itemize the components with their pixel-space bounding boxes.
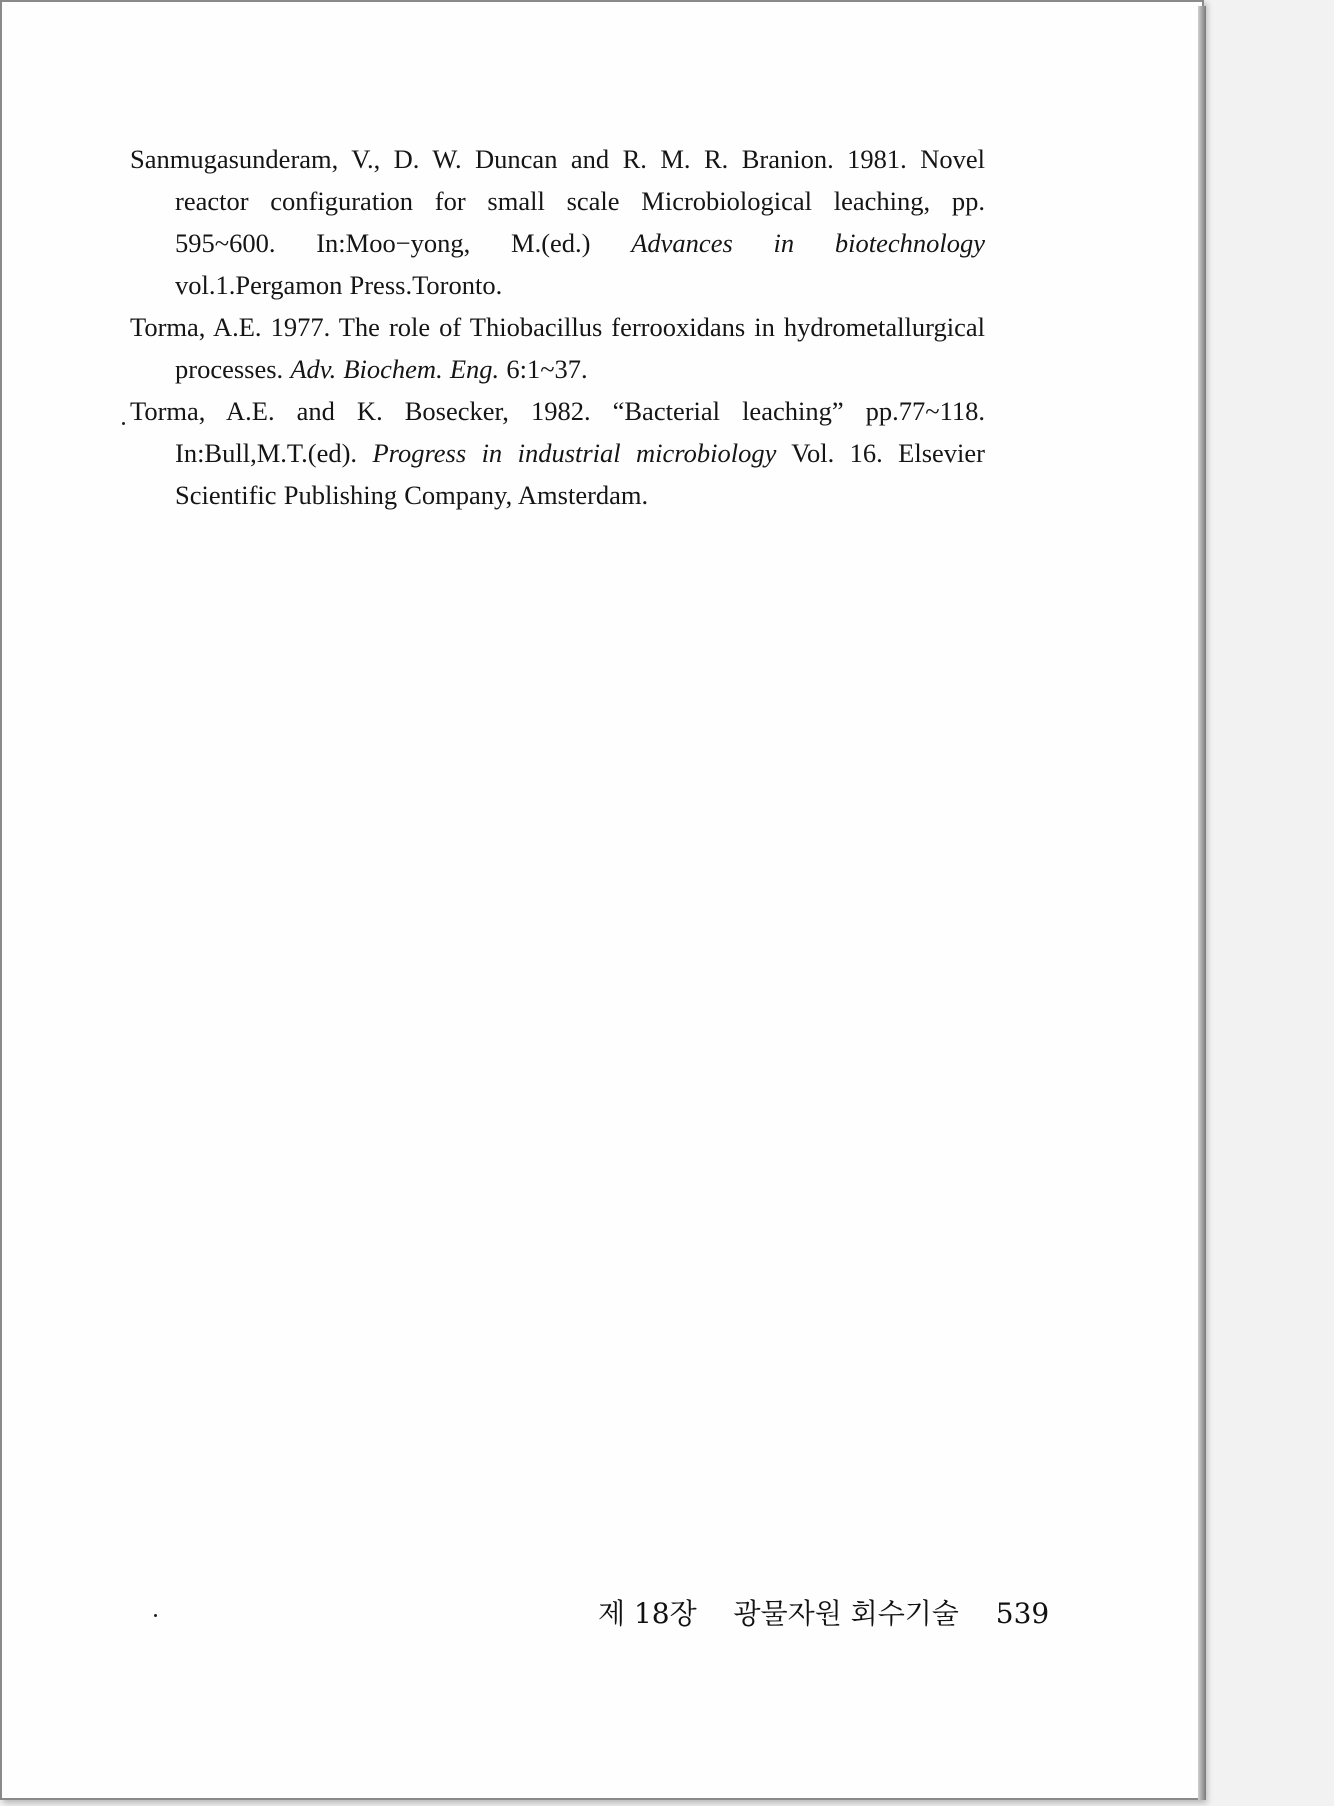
footer-chapter-title: 광물자원 회수기술 bbox=[733, 1597, 959, 1630]
reference-text: 6:1~37. bbox=[499, 354, 588, 384]
page-number: 539 bbox=[995, 1597, 1050, 1630]
reference-text: vol.1.Pergamon Press.Toronto. bbox=[175, 270, 503, 300]
scan-speck bbox=[122, 422, 125, 425]
reference-italic-title: Adv. Biochem. Eng. bbox=[290, 354, 500, 384]
page-footer bbox=[598, 1592, 1049, 1632]
reference-entry-3 bbox=[130, 390, 985, 516]
scan-speck bbox=[154, 1614, 157, 1617]
reference-entry-2 bbox=[130, 306, 985, 390]
reference-text: Torma, A.E. 1977. The role of Thiobacillus ferrooxidans in hydrometallurgical processes. bbox=[130, 312, 985, 384]
reference-list bbox=[130, 138, 985, 516]
page-edge-shadow bbox=[1198, 6, 1206, 1800]
reference-text: Sanmugasunderam, V., D. W. Duncan and R. M. R. Branion. 1981. Novel reactor configuration for small scale Microbiological leaching, pp. 595~600. In:Moo−yong, M.(ed.) bbox=[130, 144, 985, 258]
reference-text: Torma, A.E. and K. Bosecker, 1982. “Bacterial leaching” pp.77~118. In:Bull,M.T.(ed). bbox=[130, 396, 985, 468]
reference-entry-1 bbox=[130, 138, 985, 306]
reference-italic-title: Progress in industrial microbiology bbox=[372, 438, 777, 468]
reference-italic-title: Advances in biotechnology bbox=[631, 228, 985, 258]
footer-chapter: 제 18장 bbox=[598, 1597, 697, 1630]
reference-text: Vol. 16. Elsevier Scientific Publishing Company, Amsterdam. bbox=[175, 438, 986, 510]
